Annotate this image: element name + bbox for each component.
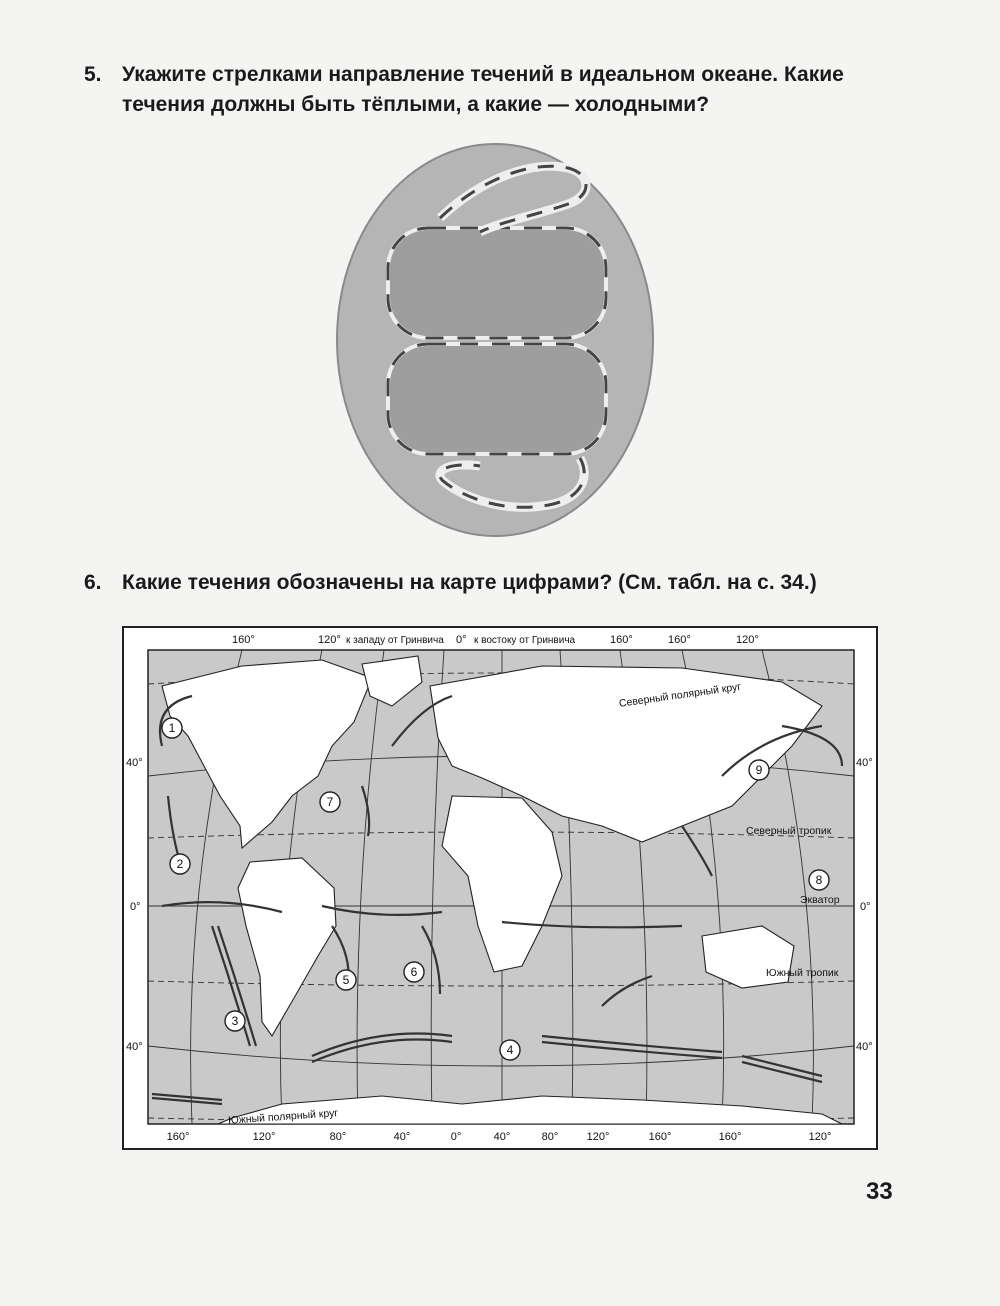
top-label-120w: 120° [318, 634, 341, 646]
svg-text:40°: 40° [493, 1131, 511, 1143]
svg-text:0°: 0° [130, 901, 141, 913]
current-marker-2 [170, 854, 190, 874]
antarctic-circle-label: Южный полярный круг [227, 1107, 339, 1127]
svg-text:120°: 120° [586, 1131, 610, 1143]
current-marker-8 [809, 870, 829, 890]
top-label-160w-2: 160° [668, 634, 691, 646]
top-label-160w: 160° [232, 634, 255, 646]
current-marker-9 [749, 760, 769, 780]
page-number: 33 [866, 1178, 893, 1205]
svg-text:1: 1 [168, 721, 176, 735]
svg-text:5: 5 [342, 973, 350, 987]
svg-text:8: 8 [815, 873, 823, 887]
current-marker-6 [404, 962, 424, 982]
world-currents-map [122, 626, 878, 1150]
svg-text:4: 4 [506, 1043, 514, 1057]
top-label-120w-2: 120° [736, 634, 759, 646]
svg-text:40°: 40° [126, 757, 143, 769]
ideal-ocean-diagram [330, 140, 660, 540]
svg-text:80°: 80° [541, 1131, 559, 1143]
top-label-0: 0° [456, 634, 467, 646]
top-label-east: к востоку от Гринвича [474, 635, 576, 646]
tropic-south-label: Южный тропик [766, 967, 839, 979]
task-5 [84, 60, 924, 122]
svg-text:6: 6 [410, 965, 418, 979]
north-gyre [388, 228, 606, 338]
svg-text:120°: 120° [252, 1131, 276, 1143]
task-6 [84, 568, 924, 600]
current-marker-1 [162, 718, 182, 738]
task-5-text: Укажите стрелками направление течений в идеальном океане. Какие течения должны быть тёплыми, а какие — холодными? [122, 63, 844, 116]
top-label-160e: 160° [610, 634, 633, 646]
svg-text:2: 2 [176, 857, 184, 871]
svg-text:3: 3 [231, 1014, 239, 1028]
task-6-text: Какие течения обозначены на карте цифрами? (См. табл. на с. 34.) [122, 571, 817, 594]
svg-text:40°: 40° [393, 1131, 411, 1143]
tropic-north-label: Северный тропик [746, 825, 832, 837]
svg-text:40°: 40° [856, 757, 873, 769]
svg-text:0°: 0° [860, 901, 871, 913]
task-5-number: 5. [84, 63, 102, 86]
svg-text:40°: 40° [856, 1041, 873, 1053]
svg-text:0°: 0° [450, 1131, 462, 1143]
equator-label: Экватор [800, 894, 840, 906]
svg-text:40°: 40° [126, 1041, 143, 1053]
current-marker-3 [225, 1011, 245, 1031]
svg-text:7: 7 [326, 795, 334, 809]
arctic-circle-label: Северный полярный круг [618, 680, 742, 710]
svg-text:80°: 80° [329, 1131, 347, 1143]
top-label-west: к западу от Гринвича [346, 635, 444, 646]
south-gyre [388, 344, 606, 454]
current-marker-4 [500, 1040, 520, 1060]
current-marker-7 [320, 792, 340, 812]
current-marker-5 [336, 970, 356, 990]
bottom-axis-labels [167, 1131, 832, 1143]
task-6-number: 6. [84, 571, 102, 594]
svg-text:160°: 160° [648, 1131, 672, 1143]
svg-text:120°: 120° [808, 1131, 832, 1143]
svg-text:160°: 160° [718, 1131, 742, 1143]
svg-text:160°: 160° [166, 1131, 190, 1143]
svg-text:9: 9 [755, 763, 763, 777]
